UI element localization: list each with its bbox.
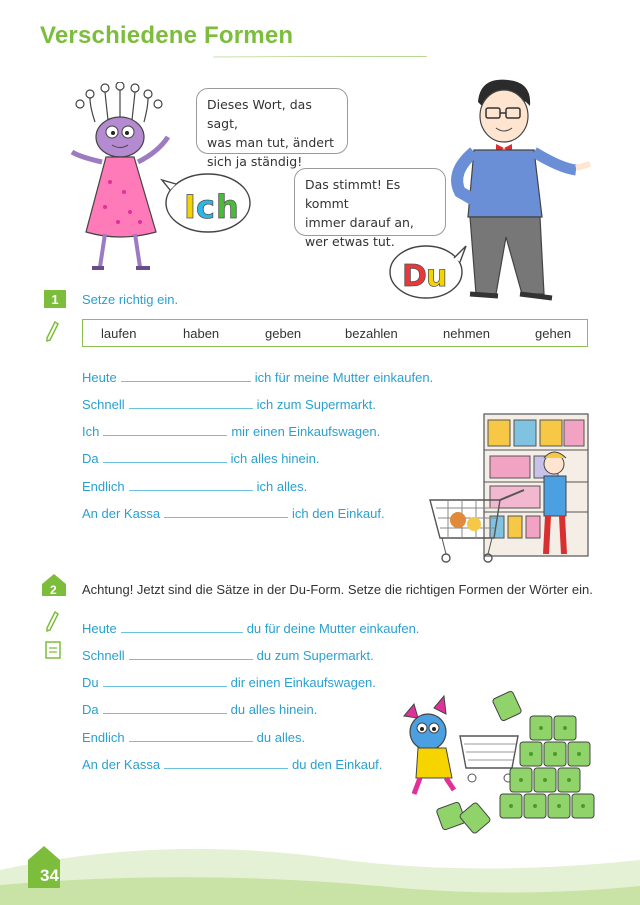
exercise2-sentence: Endlich du alles. <box>82 730 306 745</box>
answer-blank[interactable] <box>129 729 253 742</box>
word-bank-item: bezahlen <box>345 326 398 341</box>
exercise1-sentence: Schnell ich zum Supermarkt. <box>82 397 376 412</box>
man-speech-bubble <box>294 168 446 249</box>
word-bank-item: gehen <box>535 326 572 341</box>
answer-blank[interactable] <box>129 478 253 491</box>
answer-blank[interactable] <box>121 620 243 633</box>
answer-blank[interactable] <box>103 450 227 463</box>
answer-blank[interactable] <box>164 756 288 769</box>
exercise1-instruction: Setze richtig ein. <box>82 292 179 307</box>
answer-blank[interactable] <box>103 701 227 714</box>
bubble-line: Das stimmt! Es kommt <box>305 177 401 211</box>
bubble-line: wer etwas tut. <box>305 234 395 249</box>
word-bank-item: laufen <box>101 326 137 341</box>
notebook-icon <box>44 640 62 660</box>
exercise2-sentence: Du dir einen Einkaufswagen. <box>82 675 376 690</box>
pencil-icon <box>44 610 60 634</box>
exercise1-number-badge: 1 <box>44 290 66 308</box>
svg-text:I: I <box>184 188 196 226</box>
footer-hills <box>0 830 640 905</box>
word-bank-item: haben <box>183 326 220 341</box>
page-title: Verschiedene Formen <box>40 22 294 49</box>
answer-blank[interactable] <box>103 423 227 436</box>
svg-text:h: h <box>216 188 239 226</box>
exercise2-sentence: An der Kassa du den Einkauf. <box>82 757 383 772</box>
answer-blank[interactable] <box>164 505 288 518</box>
answer-blank[interactable] <box>129 396 253 409</box>
exercise1-sentence: An der Kassa ich den Einkauf. <box>82 506 385 521</box>
exercise2-sentence: Schnell du zum Supermarkt. <box>82 648 374 663</box>
pencil-icon <box>44 320 60 344</box>
bubble-line: sich ja ständig! <box>207 154 303 169</box>
exercise1-sentence: Da ich alles hinein. <box>82 451 320 466</box>
exercise2-sentence: Da du alles hinein. <box>82 702 318 717</box>
svg-text:u: u <box>426 259 448 294</box>
supermarket-illustration <box>428 412 594 568</box>
falling-cans-illustration <box>400 686 596 836</box>
word-bank-box <box>82 319 588 347</box>
svg-text:D: D <box>402 259 427 294</box>
exercise2-instruction: Achtung! Jetzt sind die Sätze in der Du-Form. Setze die richtigen Formen der Wörter ein. <box>82 582 593 597</box>
answer-blank[interactable] <box>129 647 253 660</box>
title-rule <box>0 56 640 58</box>
exercise1-sentence: Endlich ich alles. <box>82 479 308 494</box>
exercise2-sentence: Heute du für deine Mutter einkaufen. <box>82 621 420 636</box>
page-number: 34 <box>40 866 59 885</box>
exercise2-number-badge: 2 <box>50 583 57 597</box>
exercise1-sentence: Heute ich für meine Mutter einkaufen. <box>82 370 434 385</box>
ich-speech-bubble <box>160 170 252 236</box>
answer-blank[interactable] <box>103 674 227 687</box>
answer-blank[interactable] <box>121 369 251 382</box>
bubble-line: was man tut, ändert <box>207 135 335 150</box>
house-icon <box>40 572 68 598</box>
bubble-line: Dieses Wort, das sagt, <box>207 97 312 131</box>
exercise1-sentence: Ich mir einen Einkaufswagen. <box>82 424 381 439</box>
bubble-line: immer darauf an, <box>305 215 414 230</box>
svg-text:c: c <box>196 188 215 226</box>
word-bank-item: nehmen <box>443 326 490 341</box>
word-bank-item: geben <box>265 326 302 341</box>
du-speech-bubble <box>386 240 470 302</box>
girl-speech-bubble <box>196 88 348 169</box>
